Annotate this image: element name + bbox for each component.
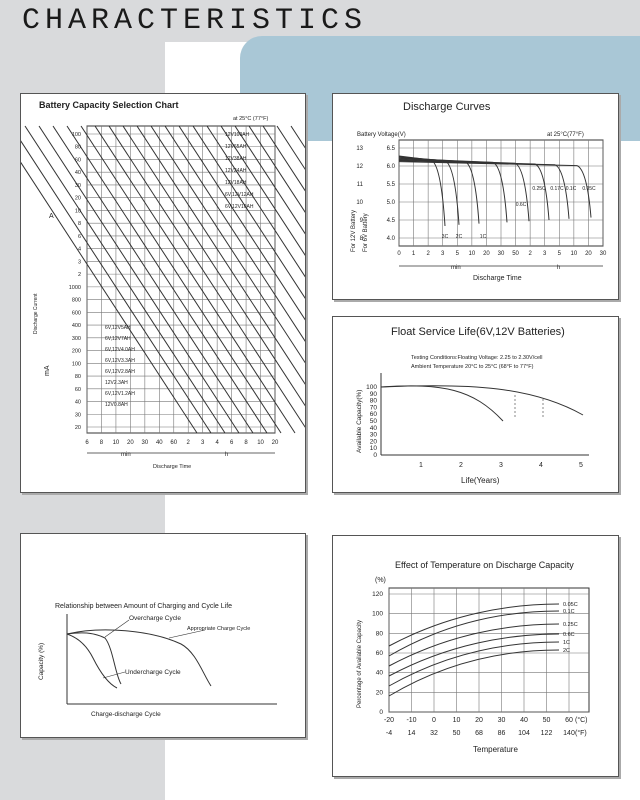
discharge-curve bbox=[399, 159, 529, 221]
capacity-y-tick: 60 bbox=[74, 386, 81, 393]
temperature-y-label: Percentage of Available Capacity bbox=[357, 620, 363, 708]
discharge-x-tick: 10 bbox=[468, 251, 476, 257]
capacity-label-lower: 6V,12V3.3AH bbox=[105, 358, 135, 364]
temperature-x-tick-f: 104 bbox=[518, 730, 530, 737]
temperature-x-tick-c: -20 bbox=[383, 717, 395, 724]
discharge-curves-x-h: h bbox=[557, 265, 561, 271]
float-y-tick: 30 bbox=[369, 431, 377, 439]
capacity-x-tick: 60 bbox=[170, 440, 178, 446]
capacity-x-tick: 8 bbox=[244, 440, 248, 446]
capacity-x-tick: 40 bbox=[155, 440, 163, 446]
float-life-y-label: Available Capacity(%) bbox=[356, 389, 363, 453]
discharge-curve-label: 2C bbox=[455, 234, 463, 240]
discharge-y-tick-12v: 9 bbox=[359, 218, 363, 224]
float-y-tick: 10 bbox=[369, 445, 377, 453]
appropriate-charge-label: Appropriate Charge Cycle bbox=[187, 626, 251, 632]
capacity-y-tick: 100 bbox=[71, 132, 81, 138]
discharge-x-tick: 50 bbox=[512, 251, 519, 257]
capacity-x-tick: 10 bbox=[257, 440, 264, 446]
charge-cycle-chart bbox=[21, 534, 305, 737]
capacity-y-tick: 30 bbox=[74, 182, 81, 189]
capacity-label-lower: 12V0.8AH bbox=[105, 402, 128, 408]
temperature-x-unit-c: (°C) bbox=[575, 717, 588, 724]
discharge-curves-y-label-6v: For 6V Battery bbox=[363, 213, 369, 252]
discharge-curves-chart bbox=[333, 94, 618, 299]
undercharge-label: Undercharge Cycle bbox=[125, 669, 181, 676]
capacity-label-lower: 12V2.3AH bbox=[105, 380, 128, 386]
capacity-y-tick: 300 bbox=[71, 335, 81, 342]
discharge-curves-y-label-12v: For 12V Battery bbox=[351, 209, 357, 252]
capacity-x-tick: 8 bbox=[99, 440, 104, 446]
discharge-y-tick-6v: 5.0 bbox=[386, 200, 395, 206]
discharge-curve-label: 0.17C bbox=[550, 186, 564, 192]
capacity-y-tick: 80 bbox=[74, 144, 81, 151]
capacity-label-lower: 6V,12V5AH bbox=[105, 325, 131, 331]
capacity-y-tick: 100 bbox=[71, 361, 81, 368]
capacity-chart-y-label: Discharge Current bbox=[33, 293, 39, 334]
charge-cycle-title: Relationship between Amount of Charging and Cycle Life bbox=[55, 603, 233, 610]
capacity-x-tick: 6 bbox=[85, 440, 89, 446]
capacity-y-tick: 800 bbox=[71, 297, 81, 304]
temperature-title: Effect of Temperature on Discharge Capacity bbox=[395, 560, 574, 570]
temperature-curve bbox=[389, 624, 559, 666]
temperature-x-tick-f: 50 bbox=[452, 730, 461, 737]
capacity-label-upper: 12V18AH bbox=[225, 180, 247, 186]
float-y-tick: 90 bbox=[369, 390, 377, 398]
capacity-chart bbox=[21, 94, 305, 492]
temperature-x-tick-f: 122 bbox=[540, 730, 553, 737]
temperature-x-tick-c: 10 bbox=[452, 717, 461, 724]
capacity-x-tick: 30 bbox=[141, 440, 149, 446]
temperature-chart bbox=[333, 536, 618, 776]
temperature-curve-label: 0.6C bbox=[563, 632, 575, 638]
temperature-curve-label: 0.05C bbox=[563, 602, 578, 608]
float-life-x-label: Life(Years) bbox=[461, 476, 500, 485]
float-y-tick: 100 bbox=[366, 384, 377, 391]
capacity-x-tick: 20 bbox=[127, 440, 134, 446]
capacity-label-upper: 6V,12V10AH bbox=[225, 204, 254, 210]
discharge-curve bbox=[399, 157, 459, 225]
discharge-curves-condition: at 25°C(77°F) bbox=[547, 132, 584, 138]
charge-cycle-panel bbox=[20, 533, 306, 738]
discharge-curve bbox=[399, 160, 549, 220]
temperature-curve-label: 0.25C bbox=[563, 622, 578, 628]
discharge-x-tick: 1 bbox=[411, 251, 416, 257]
float-curve-high bbox=[381, 386, 583, 415]
capacity-label-upper: 12V38AH bbox=[225, 156, 247, 162]
capacity-y-tick: 60 bbox=[74, 157, 81, 164]
temperature-x-tick-f: 32 bbox=[430, 730, 438, 737]
float-curve-low bbox=[381, 386, 503, 421]
float-x-tick: 3 bbox=[499, 462, 503, 469]
temperature-x-tick-c: 60 bbox=[565, 717, 573, 724]
temperature-y-tick: 80 bbox=[375, 630, 383, 638]
capacity-chart-title: Battery Capacity Selection Chart bbox=[39, 100, 179, 110]
temperature-y-tick: 120 bbox=[372, 591, 383, 598]
temperature-x-tick-f: 68 bbox=[475, 730, 483, 737]
temperature-x-tick-f: 86 bbox=[497, 730, 506, 737]
discharge-x-tick: 5 bbox=[557, 251, 561, 257]
discharge-curves-title: Discharge Curves bbox=[403, 101, 491, 113]
discharge-curves-panel bbox=[332, 93, 619, 300]
discharge-y-tick-12v: 12 bbox=[356, 164, 363, 170]
float-life-chart bbox=[333, 317, 618, 492]
capacity-x-tick: 20 bbox=[271, 440, 279, 446]
float-y-tick: 40 bbox=[369, 424, 377, 432]
charge-cycle-y-label: Capacity (%) bbox=[38, 642, 45, 680]
temperature-y-tick: 60 bbox=[375, 650, 383, 657]
temperature-x-tick-c: -10 bbox=[406, 717, 417, 724]
temperature-x-tick-c: 30 bbox=[497, 717, 506, 724]
discharge-curve-label: 0.1C bbox=[565, 186, 577, 192]
capacity-label-upper: 12V100AH bbox=[225, 132, 250, 138]
temperature-y-tick: 100 bbox=[372, 610, 383, 618]
discharge-curve-label: 0.05C bbox=[582, 186, 596, 192]
capacity-label-lower: 6V,12V2.8AH bbox=[105, 369, 135, 375]
float-x-tick: 4 bbox=[539, 462, 543, 469]
discharge-y-tick-12v: 13 bbox=[356, 146, 363, 152]
discharge-y-tick-6v: 6.5 bbox=[386, 146, 395, 152]
discharge-y-tick-6v: 6.0 bbox=[386, 164, 395, 170]
temperature-x-tick-f: -4 bbox=[385, 730, 393, 737]
discharge-y-tick-12v: 11 bbox=[356, 182, 363, 188]
float-y-tick: 80 bbox=[369, 397, 377, 405]
capacity-x-tick: 6 bbox=[229, 440, 234, 446]
capacity-chart-panel bbox=[20, 93, 306, 493]
float-life-test-line1: Testing Conditions:Floating Voltage: 2.25 to 2.30V/cell bbox=[411, 355, 543, 361]
temperature-y-tick: 0 bbox=[379, 709, 383, 716]
discharge-curve-label: 0.6C bbox=[515, 202, 527, 208]
temperature-y-tick: 20 bbox=[375, 689, 383, 697]
capacity-y-tick: 40 bbox=[74, 399, 81, 406]
capacity-y-tick: 8 bbox=[77, 221, 81, 228]
capacity-x-tick: 3 bbox=[201, 440, 205, 446]
discharge-curve bbox=[399, 156, 445, 226]
temperature-curve bbox=[389, 634, 559, 676]
float-y-tick: 60 bbox=[369, 411, 377, 419]
capacity-y-tick: 20 bbox=[74, 195, 81, 202]
capacity-y-tick: 200 bbox=[71, 348, 81, 355]
discharge-x-tick: 2 bbox=[528, 251, 532, 257]
temperature-y-unit: (%) bbox=[375, 577, 386, 584]
capacity-y-tick: 2 bbox=[77, 272, 81, 279]
float-life-title: Float Service Life(6V,12V Batteries) bbox=[391, 326, 565, 338]
discharge-x-tick: 30 bbox=[497, 251, 505, 257]
temperature-x-tick-c: 40 bbox=[520, 717, 528, 724]
float-y-tick: 50 bbox=[369, 418, 377, 425]
capacity-chart-unit-a: A bbox=[49, 213, 54, 220]
discharge-curve bbox=[399, 158, 507, 222]
capacity-chart-x-label: Discharge Time bbox=[153, 464, 192, 470]
capacity-y-tick: 20 bbox=[74, 425, 81, 431]
temperature-x-label: Temperature bbox=[473, 745, 518, 754]
capacity-chart-unit-ma: mA bbox=[44, 365, 51, 376]
discharge-y-tick-12v: 8 bbox=[359, 236, 363, 242]
capacity-chart-condition: at 25°C (77°F) bbox=[233, 116, 269, 122]
capacity-label-upper: 12V24AH bbox=[225, 168, 247, 174]
float-y-tick: 70 bbox=[369, 404, 377, 412]
float-x-tick: 2 bbox=[459, 462, 463, 469]
capacity-y-tick: 4 bbox=[77, 246, 81, 253]
capacity-y-tick: 6 bbox=[77, 233, 81, 240]
capacity-y-tick: 3 bbox=[77, 259, 81, 266]
capacity-x-tick: 2 bbox=[186, 440, 190, 446]
discharge-curve-label: 0.25C bbox=[532, 186, 546, 192]
temperature-x-tick-c: 50 bbox=[542, 717, 551, 724]
capacity-y-tick: 40 bbox=[74, 170, 81, 177]
float-x-tick: 1 bbox=[419, 462, 423, 469]
discharge-x-tick: 10 bbox=[570, 251, 578, 257]
temperature-curve-label: 1C bbox=[563, 640, 571, 646]
discharge-y-tick-6v: 4.5 bbox=[386, 218, 395, 224]
discharge-x-tick: 30 bbox=[599, 251, 607, 257]
discharge-curves-x-min: min bbox=[451, 265, 461, 271]
discharge-curves-y-label: Battery Voltage(V) bbox=[357, 132, 406, 138]
discharge-curve-label: 3C bbox=[441, 234, 449, 240]
capacity-x-tick: 10 bbox=[112, 440, 120, 446]
float-life-test-line2: Ambient Temperature 20°C to 25°C (68°F to 77°F) bbox=[411, 364, 534, 370]
discharge-curve-label: 1C bbox=[479, 234, 487, 240]
overcharge-label: Overcharge Cycle bbox=[129, 615, 182, 622]
capacity-label-upper: 6V,12V12AH bbox=[225, 192, 254, 198]
temperature-x-tick-f: 140 bbox=[563, 730, 575, 737]
temperature-x-tick-c: 0 bbox=[432, 717, 436, 724]
discharge-y-tick-6v: 4.0 bbox=[386, 236, 395, 242]
temperature-x-unit-f: (°F) bbox=[575, 730, 587, 737]
discharge-x-tick: 3 bbox=[543, 251, 547, 257]
discharge-x-tick: 5 bbox=[455, 251, 459, 257]
capacity-label-lower: 6V,12V1.2AH bbox=[105, 391, 135, 397]
capacity-chart-x-h: h bbox=[225, 452, 229, 458]
discharge-x-tick: 20 bbox=[585, 251, 592, 257]
capacity-y-tick: 600 bbox=[71, 310, 81, 317]
temperature-y-tick: 40 bbox=[375, 669, 383, 677]
capacity-label-upper: 12V65AH bbox=[225, 144, 247, 150]
discharge-x-tick: 3 bbox=[441, 251, 445, 257]
discharge-y-tick-12v: 10 bbox=[356, 200, 363, 206]
float-x-tick: 5 bbox=[579, 462, 583, 469]
page-title: CHARACTERISTICS bbox=[22, 4, 368, 38]
capacity-y-tick: 400 bbox=[71, 323, 81, 330]
float-y-tick: 0 bbox=[373, 452, 377, 459]
discharge-curves-x-label: Discharge Time bbox=[473, 275, 522, 282]
charge-cycle-x-label: Charge-discharge Cycle bbox=[91, 711, 161, 718]
capacity-curve bbox=[277, 126, 305, 433]
capacity-y-tick: 80 bbox=[74, 374, 81, 381]
capacity-y-tick: 1000 bbox=[68, 284, 81, 291]
capacity-x-tick: 4 bbox=[215, 440, 219, 446]
float-life-panel bbox=[332, 316, 619, 493]
temperature-curve-label: 2C bbox=[563, 648, 571, 654]
temperature-x-tick-c: 20 bbox=[475, 717, 483, 724]
discharge-y-tick-6v: 5.5 bbox=[386, 182, 395, 188]
discharge-x-tick: 2 bbox=[426, 251, 430, 257]
capacity-y-tick: 10 bbox=[74, 208, 81, 215]
capacity-label-lower: 6V,12V4.0AH bbox=[105, 347, 135, 353]
capacity-label-lower: 6V,12V7AH bbox=[105, 336, 131, 342]
discharge-x-tick: 20 bbox=[483, 251, 490, 257]
temperature-x-tick-f: 14 bbox=[407, 730, 416, 737]
capacity-chart-x-min: min bbox=[121, 452, 131, 458]
temperature-curve-label: 0.1C bbox=[563, 609, 575, 615]
capacity-y-tick: 30 bbox=[74, 412, 81, 419]
temperature-panel bbox=[332, 535, 619, 777]
float-y-tick: 20 bbox=[369, 438, 377, 446]
discharge-x-tick: 0 bbox=[397, 251, 401, 257]
discharge-curve bbox=[399, 158, 479, 224]
